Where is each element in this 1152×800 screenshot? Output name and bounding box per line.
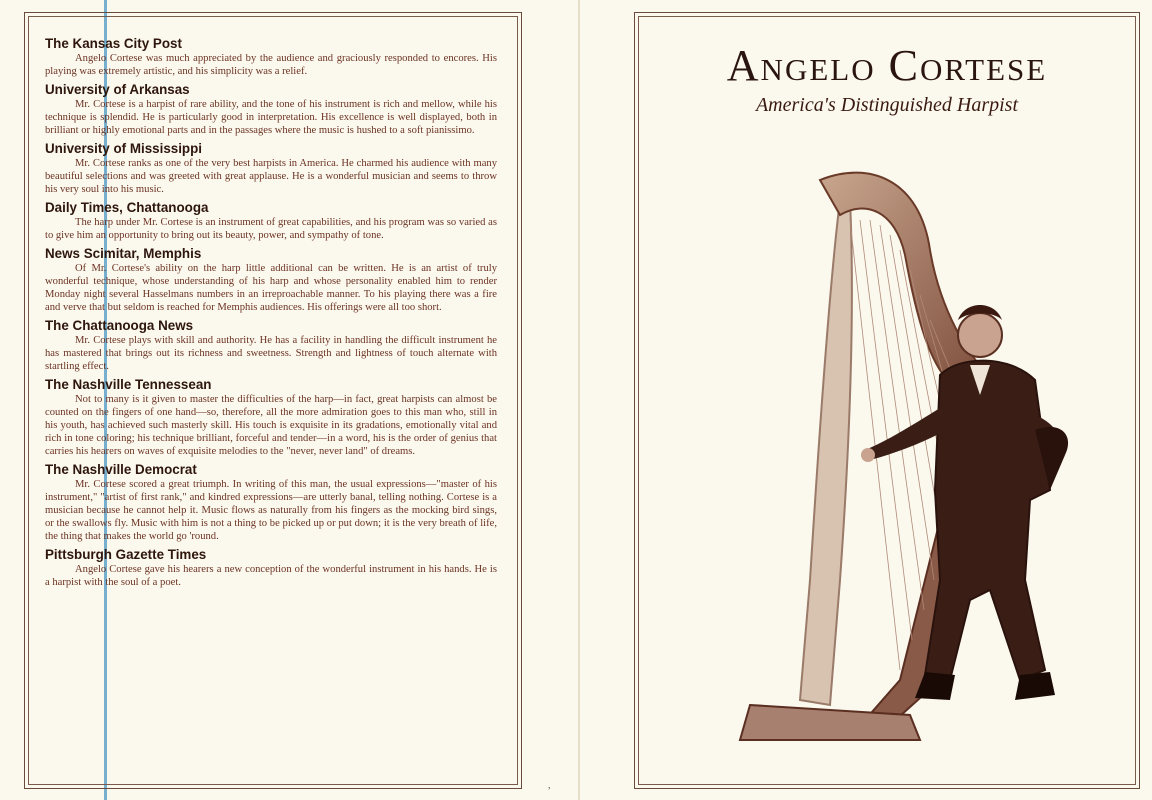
reviews-column <box>45 36 497 593</box>
review-item <box>45 141 497 196</box>
review-source: University of Arkansas <box>45 82 190 97</box>
review-item <box>45 547 497 589</box>
review-item <box>45 318 497 373</box>
stray-mark: , <box>548 780 551 791</box>
review-item <box>45 82 497 137</box>
review-source: The Kansas City Post <box>45 36 182 51</box>
review-source: News Scimitar, Memphis <box>45 246 202 261</box>
review-text: Mr. Cortese ranks as one of the very best harpists in America. He charmed his audience with many beautiful selections and was greeted with great applause. He is a wonderful musician and seems to throw his very soul into his music. <box>45 158 497 195</box>
review-source: University of Mississippi <box>45 141 203 156</box>
review-text: The harp under Mr. Cortese is an instrument of great capabilities, and his program was so varied as to give him an opportunity to bring out its beauty, power, and sympathy of tone. <box>45 217 497 241</box>
review-text: Of Mr. Cortese's ability on the harp little additional can be written. He is an artist of truly wonderful technique, whose understanding of his harp and whose personality enabled him to render Monday night several Hasselmans numbers in an irreproachable manner. To his playing there was a fire and verve that but seldom is reached for Memphis audiences. His offerings were all too short. <box>45 263 497 313</box>
review-text: Mr. Cortese is a harpist of rare ability, and the tone of his instrument is rich and mellow, while his technique is splendid. He is particularly good in interpretation. His excellence is well displayed, both in brilliant or highly emotional parts and in the passages where the music is hushed to a soft pianissimo. <box>45 99 497 136</box>
review-item <box>45 462 497 543</box>
review-text: Mr. Cortese scored a great triumph. In writing of this man, the usual expressions—"master of his instrument," "artist of first rank," and kindred expressions—are utterly banal, telling nothing. Cortese is a musician because he cannot help it. Music flows as naturally from his fingers as the mocking bird sings, or the swallows fly. Music with him is not a thing to be picked up or put down; it is the very breath of life, the thing that makes the world go 'round. <box>45 479 497 542</box>
review-source: The Chattanooga News <box>45 318 194 333</box>
review-text: Angelo Cortese was much appreciated by the audience and graciously responded to encores. His playing was extremely artistic, and his simplicity was a relief. <box>45 53 497 77</box>
page-title: Angelo Cortese <box>726 41 1048 90</box>
review-item <box>45 36 497 78</box>
harpist-photo-icon <box>690 160 1110 750</box>
review-source: Pittsburgh Gazette Times <box>45 547 207 562</box>
spine-fold <box>578 0 580 800</box>
review-source: The Nashville Tennessean <box>45 377 212 392</box>
review-text: Angelo Cortese gave his hearers a new conception of the wonderful instrument in his hands. He is a harpist with the soul of a poet. <box>45 564 497 588</box>
review-source: Daily Times, Chattanooga <box>45 200 209 215</box>
page-subtitle: America's Distinguished Harpist <box>755 94 1019 116</box>
review-item <box>45 246 497 314</box>
review-text: Not to many is it given to master the difficulties of the harp—in fact, great harpists can almost be counted on the fingers of one hand—so, therefore, all the more admiration goes to this man who, still in his youth, has achieved such masterly skill. His touch is exquisite in its gradations, emotionally vital and rich in tone coloring; his technique brilliant, forceful and tender—in a word, his is the order of genius that carries his hearers on waves of exquisite melodies to the "never, never land" of dreams. <box>45 394 497 457</box>
review-item <box>45 377 497 458</box>
review-item <box>45 200 497 242</box>
review-text: Mr. Cortese plays with skill and authority. He has a facility in handling the difficult instrument he has mastered that brings out its richness and sweetness. Strength and lightness of touch alternate with startling effect. <box>45 335 497 372</box>
review-source: The Nashville Democrat <box>45 462 197 477</box>
